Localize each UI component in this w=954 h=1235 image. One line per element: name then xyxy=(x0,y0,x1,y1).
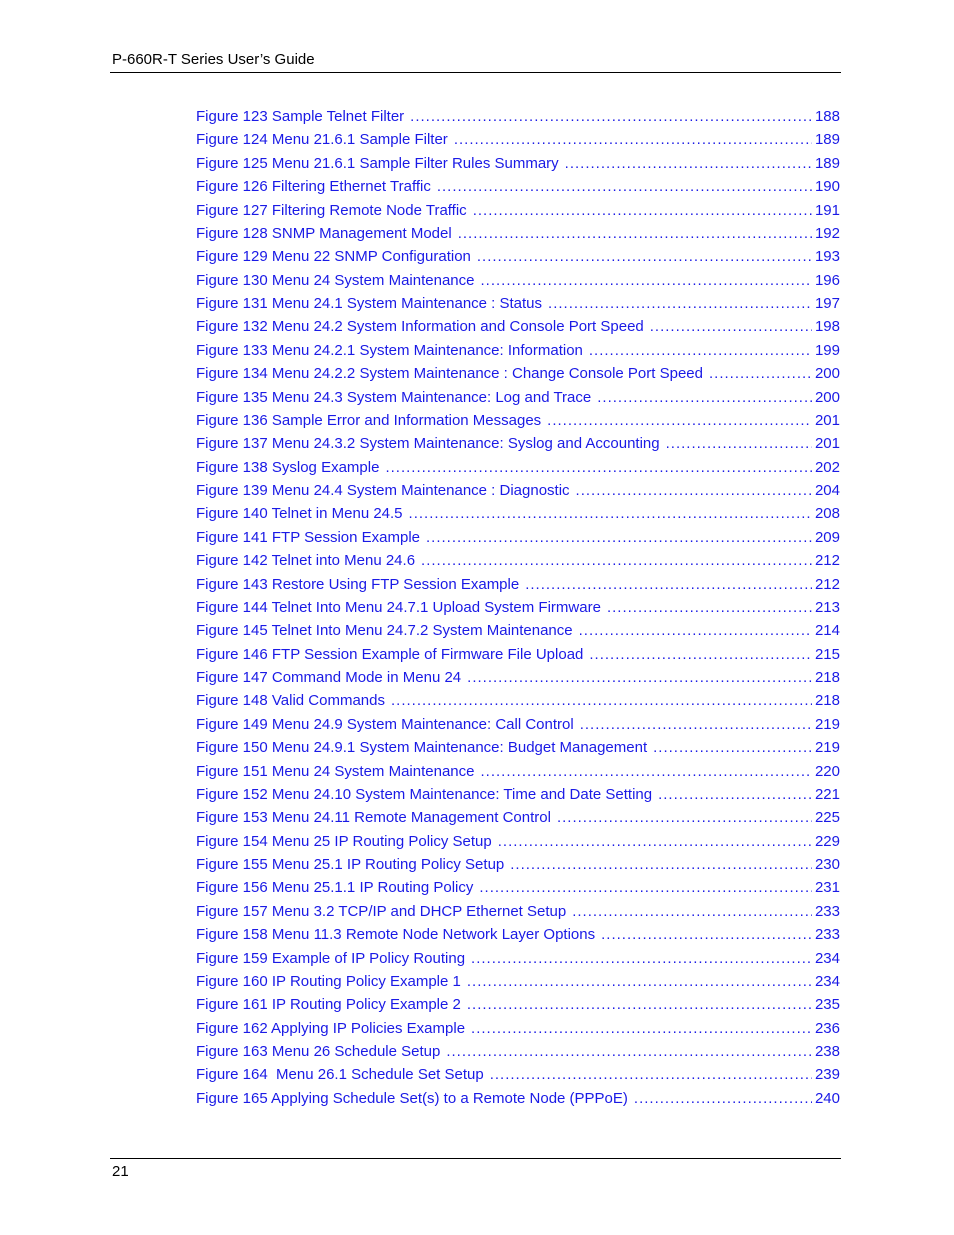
dot-leader xyxy=(473,199,812,222)
toc-entry-link[interactable] xyxy=(196,1087,840,1110)
dot-leader xyxy=(601,923,812,946)
toc-entry-link[interactable] xyxy=(196,853,840,876)
toc-entry-link[interactable] xyxy=(196,689,840,712)
toc-entry-link[interactable] xyxy=(196,736,840,759)
toc-entry-link[interactable] xyxy=(196,549,840,572)
dot-leader xyxy=(426,526,812,549)
toc-entry-page: 199 xyxy=(814,341,840,359)
toc-entry-title: Figure 126 Filtering Ethernet Traffic xyxy=(196,178,431,196)
dot-leader xyxy=(391,689,812,712)
toc-entry-link[interactable] xyxy=(196,1040,840,1063)
toc-entry-link[interactable] xyxy=(196,199,840,222)
toc-entry-page: 189 xyxy=(814,154,840,172)
toc-entry-title: Figure 141 FTP Session Example xyxy=(196,528,420,546)
toc-entry-title: Figure 134 Menu 24.2.2 System Maintenance : Change Console Port Speed xyxy=(196,365,703,383)
toc-entry-link[interactable] xyxy=(196,292,840,315)
toc-entry-title: Figure 151 Menu 24 System Maintenance xyxy=(196,762,475,780)
toc-entry-page: 201 xyxy=(814,411,840,429)
toc-entry-title: Figure 165 Applying Schedule Set(s) to a Remote Node (PPPoE) xyxy=(196,1089,628,1107)
toc-entry-title: Figure 162 Applying IP Policies Example xyxy=(196,1019,466,1037)
dot-leader xyxy=(479,876,812,899)
toc-entry-title: Figure 146 FTP Session Example of Firmware File Upload xyxy=(196,645,584,663)
dot-leader xyxy=(385,456,812,479)
toc-entry-page: 240 xyxy=(814,1089,840,1107)
dot-leader xyxy=(589,643,812,666)
toc-entry-page: 235 xyxy=(814,996,840,1014)
toc-entry-link[interactable] xyxy=(196,993,840,1016)
toc-entry-page: 193 xyxy=(814,248,840,266)
dot-leader xyxy=(477,245,812,268)
toc-entry-link[interactable] xyxy=(196,643,840,666)
dot-leader xyxy=(548,292,812,315)
toc-entry-link[interactable] xyxy=(196,315,840,338)
toc-entry-title: Figure 153 Menu 24.11 Remote Management Control xyxy=(196,809,551,827)
toc-entry-page: 220 xyxy=(814,762,840,780)
toc-entry-page: 212 xyxy=(814,575,840,593)
toc-entry-title: Figure 145 Telnet Into Menu 24.7.2 System Maintenance xyxy=(196,622,573,640)
toc-entry-title: Figure 148 Valid Commands xyxy=(196,692,385,710)
dot-leader xyxy=(471,1017,812,1040)
toc-entry-title: Figure 156 Menu 25.1.1 IP Routing Policy xyxy=(196,879,474,897)
toc-entry-title: Figure 137 Menu 24.3.2 System Maintenance: Syslog and Accounting xyxy=(196,435,660,453)
toc-entry-page: 230 xyxy=(814,856,840,873)
toc-entry-link[interactable] xyxy=(196,362,840,385)
toc-entry-title: Figure 130 Menu 24 System Maintenance xyxy=(196,271,475,289)
toc-entry-link[interactable] xyxy=(196,923,840,946)
toc-entry-title: Figure 129 Menu 22 SNMP Configuration xyxy=(196,248,471,266)
toc-entry-page: 190 xyxy=(814,178,840,196)
toc-entry-title: Figure 164 Menu 26.1 Schedule Set Setup xyxy=(196,1066,484,1084)
toc-entry-page: 219 xyxy=(814,715,840,733)
toc-entry-page: 198 xyxy=(814,318,840,336)
toc-entry-page: 229 xyxy=(814,832,840,850)
dot-leader xyxy=(467,666,812,689)
dot-leader xyxy=(409,502,812,525)
toc-entry-link[interactable] xyxy=(196,386,840,409)
toc-entry-page: 204 xyxy=(814,482,840,499)
toc-entry-title: Figure 163 Menu 26 Schedule Setup xyxy=(196,1043,441,1060)
dot-leader xyxy=(709,362,812,385)
toc-entry-link[interactable] xyxy=(196,128,840,151)
toc-entry-page: 196 xyxy=(814,271,840,289)
toc-entry-link[interactable] xyxy=(196,152,840,175)
toc-entry-page: 238 xyxy=(814,1043,840,1060)
toc-entry-page: 213 xyxy=(814,598,840,616)
dot-leader xyxy=(467,970,812,993)
page-number: 21 xyxy=(112,1163,129,1180)
dot-leader xyxy=(454,128,812,151)
footer-rule xyxy=(110,1158,841,1159)
toc-entry-link[interactable] xyxy=(196,619,840,642)
dot-leader xyxy=(634,1087,812,1110)
toc-entry-title: Figure 160 IP Routing Policy Example 1 xyxy=(196,972,461,990)
toc-entry-page: 191 xyxy=(814,201,840,219)
toc-entry-link[interactable] xyxy=(196,1017,840,1040)
dot-leader xyxy=(580,713,812,736)
toc-entry-link[interactable] xyxy=(196,245,840,268)
toc-entry-link[interactable] xyxy=(196,573,840,596)
toc-entry-title: Figure 139 Menu 24.4 System Maintenance : Diagnostic xyxy=(196,482,570,499)
toc-entry-title: Figure 133 Menu 24.2.1 System Maintenance: Information xyxy=(196,341,583,359)
toc-entry-title: Figure 154 Menu 25 IP Routing Policy Setup xyxy=(196,832,492,850)
toc-entry-title: Figure 147 Command Mode in Menu 24 xyxy=(196,669,462,686)
toc-entry-link[interactable] xyxy=(196,970,840,993)
toc-entry-link[interactable] xyxy=(196,526,840,549)
toc-entry-page: 236 xyxy=(814,1019,840,1037)
toc-entry-page: 188 xyxy=(814,108,840,125)
toc-entry-page: 215 xyxy=(814,645,840,663)
toc-entry-title: Figure 136 Sample Error and Information Messages xyxy=(196,411,542,429)
toc-entry-page: 218 xyxy=(814,692,840,710)
dot-leader xyxy=(446,1040,812,1063)
toc-entry-link[interactable] xyxy=(196,666,840,689)
toc-entry-page: 212 xyxy=(814,552,840,570)
toc-entry-link[interactable] xyxy=(196,105,840,128)
toc-entry-page: 202 xyxy=(814,458,840,476)
toc-entry-title: Figure 149 Menu 24.9 System Maintenance: Call Control xyxy=(196,715,574,733)
toc-entry-link[interactable] xyxy=(196,222,840,245)
dot-leader xyxy=(481,269,812,292)
dot-leader xyxy=(576,479,812,502)
toc-entry-page: 197 xyxy=(814,295,840,312)
dot-leader xyxy=(572,900,812,923)
toc-entry-link[interactable] xyxy=(196,339,840,362)
toc-entry-title: Figure 155 Menu 25.1 IP Routing Policy Setup xyxy=(196,856,505,873)
dot-leader xyxy=(510,853,812,876)
toc-entry-link[interactable] xyxy=(196,502,840,525)
toc-entry-title: Figure 135 Menu 24.3 System Maintenance: Log and Trace xyxy=(196,388,592,406)
toc-entry-link[interactable] xyxy=(196,479,840,502)
dot-leader xyxy=(579,619,812,642)
toc-entry-title: Figure 124 Menu 21.6.1 Sample Filter xyxy=(196,131,448,149)
toc-entry-page: 200 xyxy=(814,388,840,406)
toc-entry-title: Figure 138 Syslog Example xyxy=(196,458,380,476)
dot-leader xyxy=(597,386,812,409)
toc-entry-page: 208 xyxy=(814,505,840,523)
dot-leader xyxy=(589,339,812,362)
toc-entry-title: Figure 157 Menu 3.2 TCP/IP and DHCP Ethernet Setup xyxy=(196,902,567,920)
toc-entry-page: 189 xyxy=(814,131,840,149)
list-of-figures xyxy=(196,105,840,1110)
toc-entry-page: 234 xyxy=(814,972,840,990)
dot-leader xyxy=(525,573,812,596)
toc-entry-page: 239 xyxy=(814,1066,840,1084)
toc-entry-page: 200 xyxy=(814,365,840,383)
toc-entry-title: Figure 123 Sample Telnet Filter xyxy=(196,108,405,125)
toc-entry-link[interactable] xyxy=(196,783,840,806)
toc-entry-title: Figure 161 IP Routing Policy Example 2 xyxy=(196,996,461,1014)
toc-entry-link[interactable] xyxy=(196,806,840,829)
toc-entry-title: Figure 143 Restore Using FTP Session Example xyxy=(196,575,520,593)
toc-entry-link[interactable] xyxy=(196,900,840,923)
dot-leader xyxy=(565,152,812,175)
toc-entry-title: Figure 142 Telnet into Menu 24.6 xyxy=(196,552,416,570)
dot-leader xyxy=(421,549,812,572)
dot-leader xyxy=(471,947,812,970)
toc-entry-link[interactable] xyxy=(196,1063,840,1086)
toc-entry-page: 209 xyxy=(814,528,840,546)
toc-entry-link[interactable] xyxy=(196,830,840,853)
toc-entry-title: Figure 125 Menu 21.6.1 Sample Filter Rules Summary xyxy=(196,154,559,172)
dot-leader xyxy=(458,222,812,245)
toc-entry-title: Figure 128 SNMP Management Model xyxy=(196,224,452,242)
toc-entry-page: 233 xyxy=(814,902,840,920)
dot-leader xyxy=(607,596,812,619)
dot-leader xyxy=(666,432,812,455)
toc-entry-link[interactable] xyxy=(196,175,840,198)
dot-leader xyxy=(437,175,812,198)
dot-leader xyxy=(557,806,812,829)
dot-leader xyxy=(467,993,812,1016)
toc-entry-link[interactable] xyxy=(196,409,840,432)
dot-leader xyxy=(498,830,812,853)
dot-leader xyxy=(547,409,812,432)
dot-leader xyxy=(650,315,812,338)
toc-entry-link[interactable] xyxy=(196,432,840,455)
toc-entry-page: 218 xyxy=(814,669,840,686)
toc-entry-link[interactable] xyxy=(196,269,840,292)
toc-entry-link[interactable] xyxy=(196,760,840,783)
toc-entry-page: 201 xyxy=(814,435,840,453)
toc-entry-page: 233 xyxy=(814,926,840,944)
toc-entry-link[interactable] xyxy=(196,713,840,736)
toc-entry-title: Figure 144 Telnet Into Menu 24.7.1 Upload System Firmware xyxy=(196,598,601,616)
toc-entry-title: Figure 159 Example of IP Policy Routing xyxy=(196,949,466,967)
toc-entry-title: Figure 131 Menu 24.1 System Maintenance : Status xyxy=(196,295,543,312)
toc-entry-page: 234 xyxy=(814,949,840,967)
dot-leader xyxy=(653,736,812,759)
header-rule xyxy=(110,72,841,73)
toc-entry-title: Figure 150 Menu 24.9.1 System Maintenance: Budget Management xyxy=(196,739,648,757)
toc-entry-link[interactable] xyxy=(196,596,840,619)
toc-entry-page: 225 xyxy=(814,809,840,827)
toc-entry-title: Figure 132 Menu 24.2 System Information and Console Port Speed xyxy=(196,318,644,336)
toc-entry-page: 219 xyxy=(814,739,840,757)
dot-leader xyxy=(410,105,812,128)
toc-entry-page: 221 xyxy=(814,785,840,803)
toc-entry-title: Figure 152 Menu 24.10 System Maintenance: Time and Date Setting xyxy=(196,785,653,803)
dot-leader xyxy=(481,760,812,783)
toc-entry-link[interactable] xyxy=(196,947,840,970)
toc-entry-page: 214 xyxy=(814,622,840,640)
toc-entry-link[interactable] xyxy=(196,456,840,479)
dot-leader xyxy=(658,783,812,806)
toc-entry-title: Figure 158 Menu 11.3 Remote Node Network Layer Options xyxy=(196,926,596,944)
toc-entry-title: Figure 127 Filtering Remote Node Traffic xyxy=(196,201,467,219)
dot-leader xyxy=(490,1063,812,1086)
page-header-title: P-660R-T Series User’s Guide xyxy=(112,51,315,68)
toc-entry-page: 231 xyxy=(814,879,840,897)
toc-entry-title: Figure 140 Telnet in Menu 24.5 xyxy=(196,505,403,523)
toc-entry-page: 192 xyxy=(814,224,840,242)
toc-entry-link[interactable] xyxy=(196,876,840,899)
